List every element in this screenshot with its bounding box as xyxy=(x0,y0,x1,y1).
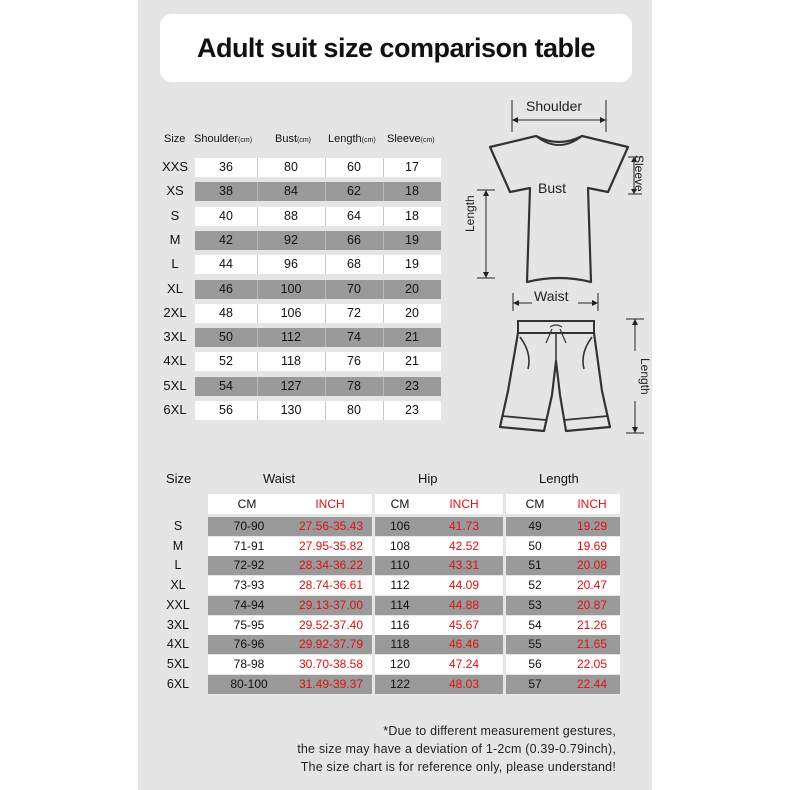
column-divider xyxy=(383,207,384,226)
length-cell: 62 xyxy=(347,184,361,198)
column-divider xyxy=(257,377,258,396)
len-in-cell: 22.44 xyxy=(576,677,608,691)
size-label: M xyxy=(172,539,184,553)
column-divider xyxy=(325,280,326,299)
note-line-1: *Due to different measurement gestures, xyxy=(383,724,616,738)
waist-in-cell: 28.34-36.22 xyxy=(298,558,364,572)
top-header-bust: Bust(cm) xyxy=(275,133,312,145)
table-row xyxy=(208,635,620,654)
table-row xyxy=(208,675,620,694)
size-label: 2XL xyxy=(163,305,187,320)
table-row xyxy=(208,576,620,595)
hip-in-cell: 42.52 xyxy=(448,539,480,553)
hip-cm-label: CM xyxy=(390,497,410,511)
size-label: M xyxy=(169,232,181,247)
bust-cell: 127 xyxy=(280,379,302,393)
waist-cm-cell: 78-98 xyxy=(233,657,265,671)
waist-cm-cell: 80-100 xyxy=(230,677,268,691)
sleeve-cell: 19 xyxy=(405,257,419,271)
note-line-2: the size may have a deviation of 1-2cm (0.39-0.79inch), xyxy=(297,742,616,756)
hip-cm-cell: 114 xyxy=(390,598,410,612)
shoulder-cell: 42 xyxy=(219,233,233,247)
len-cm-cell: 54 xyxy=(528,618,542,632)
bottom-header-hip: Hip xyxy=(418,471,438,486)
hip-cm-cell: 118 xyxy=(390,637,410,651)
len-cm-cell: 53 xyxy=(528,598,542,612)
column-divider xyxy=(325,304,326,323)
top-header-sleeve: Sleeve(cm) xyxy=(387,133,435,145)
table-row xyxy=(195,377,441,396)
column-divider xyxy=(257,352,258,371)
shoulder-cell: 48 xyxy=(219,306,233,320)
hip-in-cell: 45.67 xyxy=(448,618,480,632)
bottom-header-waist: Waist xyxy=(263,471,296,486)
table-row xyxy=(195,255,441,274)
size-label: S xyxy=(173,519,183,533)
len-cm-cell: 55 xyxy=(528,637,542,651)
shoulder-cell: 54 xyxy=(219,379,233,393)
column-divider xyxy=(325,231,326,250)
column-divider xyxy=(257,255,258,274)
waist-label: Waist xyxy=(534,288,569,304)
table-row xyxy=(208,596,620,615)
column-divider xyxy=(383,158,384,177)
shoulder-cell: 38 xyxy=(219,184,233,198)
column-divider xyxy=(383,328,384,347)
column-divider xyxy=(257,182,258,201)
len-in-cell: 21.26 xyxy=(576,618,608,632)
sleeve-cell: 19 xyxy=(405,233,419,247)
len-in-cell: 19.69 xyxy=(576,539,608,553)
bust-cell: 118 xyxy=(281,354,301,368)
shoulder-label: Shoulder xyxy=(526,98,583,114)
shoulder-cell: 52 xyxy=(219,354,233,368)
size-label: 6XL xyxy=(163,402,187,417)
top-header-shoulder: Shoulder(cm) xyxy=(194,133,253,145)
len-in-cell: 21.65 xyxy=(576,637,608,651)
shoulder-cell: 56 xyxy=(219,403,233,417)
column-divider xyxy=(383,255,384,274)
group-divider xyxy=(503,494,506,698)
hip-in-cell: 46.46 xyxy=(448,637,480,651)
bust-cell: 80 xyxy=(284,160,298,174)
size-label: S xyxy=(170,208,180,223)
bust-cell: 92 xyxy=(284,233,298,247)
hip-in-cell: 41.73 xyxy=(448,519,480,533)
shoulder-cell: 44 xyxy=(219,257,233,271)
length-cell: 76 xyxy=(347,354,361,368)
len-in-cell: 19.29 xyxy=(576,519,608,533)
waist-in-cell: 29.52-37.40 xyxy=(298,618,364,632)
size-label: 3XL xyxy=(163,329,187,344)
size-label: 3XL xyxy=(166,618,190,632)
column-divider xyxy=(257,280,258,299)
column-divider xyxy=(383,352,384,371)
waist-in-cell: 29.92-37.79 xyxy=(298,637,364,651)
hip-cm-cell: 116 xyxy=(390,618,410,632)
len-in-cell: 20.87 xyxy=(576,598,608,612)
bottom-header-length: Length xyxy=(539,471,579,486)
waist-in-cell: 31.49-39.37 xyxy=(298,677,364,691)
waist-cm-cell: 70-90 xyxy=(233,519,265,533)
sleeve-cell: 23 xyxy=(405,403,419,417)
column-divider xyxy=(383,182,384,201)
column-divider xyxy=(325,328,326,347)
waist-unit-header xyxy=(208,494,372,514)
length-unit-header xyxy=(506,494,620,514)
len-cm-cell: 51 xyxy=(528,558,542,572)
bottom-header-size: Size xyxy=(166,471,192,486)
length-cell: 64 xyxy=(347,209,361,223)
note-line-3: The size chart is for reference only, please understand! xyxy=(300,760,616,774)
column-divider xyxy=(257,158,258,177)
shoulder-cell: 36 xyxy=(219,160,233,174)
hip-cm-cell: 112 xyxy=(390,578,410,592)
sleeve-cell: 23 xyxy=(405,379,419,393)
table-row xyxy=(195,352,441,371)
hip-cm-cell: 122 xyxy=(389,677,411,691)
table-row xyxy=(195,280,441,299)
hip-in-cell: 44.88 xyxy=(448,598,480,612)
shirt-length-label: Length xyxy=(463,195,477,232)
shorts-diagram xyxy=(480,285,650,445)
len-cm-cell: 50 xyxy=(528,539,542,553)
bust-cell: 84 xyxy=(284,184,298,198)
top-header-size: Size xyxy=(164,133,186,145)
hip-in-cell: 48.03 xyxy=(448,677,480,691)
hip-in-cell: 44.09 xyxy=(448,578,480,592)
hip-inch-label: INCH xyxy=(449,497,479,511)
waist-cm-label: CM xyxy=(237,497,257,511)
table-row xyxy=(195,182,441,201)
size-label: XXS xyxy=(161,159,188,174)
length-cell: 74 xyxy=(347,330,361,344)
hip-cm-cell: 106 xyxy=(389,519,411,533)
waist-cm-cell: 73-93 xyxy=(233,578,265,592)
bust-cell: 88 xyxy=(284,209,298,223)
size-label: XL xyxy=(170,578,186,592)
waist-cm-cell: 76-96 xyxy=(233,637,265,651)
table-row xyxy=(195,207,441,226)
waist-in-cell: 28.74-36.61 xyxy=(298,578,364,592)
waist-cm-cell: 75-95 xyxy=(233,618,265,632)
hip-unit-header xyxy=(375,494,503,514)
column-divider xyxy=(325,255,326,274)
waist-cm-cell: 74-94 xyxy=(233,598,265,612)
size-label: XL xyxy=(167,281,183,296)
table-row xyxy=(195,231,441,250)
shoulder-cell: 46 xyxy=(219,282,233,296)
sleeve-cell: 18 xyxy=(405,209,419,223)
size-label: 4XL xyxy=(166,637,190,651)
waist-cm-cell: 72-92 xyxy=(233,558,265,572)
column-divider xyxy=(325,401,326,420)
column-divider xyxy=(325,182,326,201)
size-label: 5XL xyxy=(166,657,190,671)
waist-in-cell: 27.56-35.43 xyxy=(298,519,364,533)
column-divider xyxy=(257,207,258,226)
table-row xyxy=(195,158,441,177)
sleeve-cell: 20 xyxy=(405,306,419,320)
len-cm-cell: 57 xyxy=(528,677,542,691)
column-divider xyxy=(325,207,326,226)
len-cm-cell: 49 xyxy=(528,519,542,533)
size-label: 4XL xyxy=(163,353,187,368)
table-row xyxy=(195,304,441,323)
len-in-cell: 20.47 xyxy=(576,578,608,592)
bust-cell: 130 xyxy=(280,403,302,417)
size-label: XS xyxy=(166,183,184,198)
title-card xyxy=(160,14,632,82)
hip-cm-cell: 120 xyxy=(389,657,411,671)
table-row xyxy=(195,401,441,420)
length-inch-label: INCH xyxy=(577,497,607,511)
sleeve-cell: 20 xyxy=(405,282,419,296)
sleeve-cell: 17 xyxy=(405,160,419,174)
bust-cell: 112 xyxy=(281,330,301,344)
group-divider xyxy=(372,494,375,698)
column-divider xyxy=(383,401,384,420)
table-row xyxy=(208,616,620,635)
shoulder-cell: 40 xyxy=(219,209,233,223)
page-title: Adult suit size comparison table xyxy=(196,33,596,63)
column-divider xyxy=(383,231,384,250)
length-cell: 78 xyxy=(347,379,361,393)
table-row xyxy=(208,655,620,674)
sleeve-cell: 21 xyxy=(405,330,419,344)
shorts-length-label: Length xyxy=(638,358,652,395)
sleeve-label: Sleeve xyxy=(632,155,646,192)
hip-cm-cell: 110 xyxy=(390,558,410,572)
column-divider xyxy=(383,304,384,323)
hip-cm-cell: 108 xyxy=(389,539,411,553)
table-row xyxy=(208,517,620,536)
length-cm-label: CM xyxy=(525,497,545,511)
waist-in-cell: 30.70-38.58 xyxy=(298,657,364,671)
top-header-length: Length(cm) xyxy=(328,133,376,145)
length-cell: 80 xyxy=(347,403,361,417)
size-label: L xyxy=(171,256,179,271)
waist-inch-label: INCH xyxy=(315,497,345,511)
table-row xyxy=(208,537,620,556)
bust-label: Bust xyxy=(538,180,567,196)
column-divider xyxy=(325,352,326,371)
waist-in-cell: 29.13-37.00 xyxy=(298,598,364,612)
column-divider xyxy=(257,328,258,347)
length-cell: 68 xyxy=(347,257,361,271)
column-divider xyxy=(257,304,258,323)
size-label: L xyxy=(174,558,182,572)
column-divider xyxy=(383,377,384,396)
size-label: XXL xyxy=(166,598,190,612)
length-cell: 66 xyxy=(347,233,361,247)
len-cm-cell: 56 xyxy=(528,657,542,671)
sleeve-cell: 21 xyxy=(405,354,419,368)
length-cell: 70 xyxy=(347,282,361,296)
size-label: 5XL xyxy=(163,378,187,393)
table-row xyxy=(208,556,620,575)
column-divider xyxy=(325,377,326,396)
table-row xyxy=(195,328,441,347)
len-cm-cell: 52 xyxy=(528,578,542,592)
bust-cell: 106 xyxy=(280,306,302,320)
size-label: 6XL xyxy=(166,677,190,691)
sleeve-cell: 18 xyxy=(405,184,419,198)
shoulder-cell: 50 xyxy=(219,330,233,344)
len-in-cell: 20.08 xyxy=(576,558,608,572)
len-in-cell: 22.05 xyxy=(576,657,608,671)
bust-cell: 96 xyxy=(284,257,298,271)
hip-in-cell: 47.24 xyxy=(448,657,480,671)
length-cell: 72 xyxy=(347,306,361,320)
waist-cm-cell: 71-91 xyxy=(233,539,265,553)
column-divider xyxy=(325,158,326,177)
length-cell: 60 xyxy=(347,160,361,174)
hip-in-cell: 43.31 xyxy=(448,558,480,572)
bust-cell: 100 xyxy=(280,282,302,296)
column-divider xyxy=(383,280,384,299)
column-divider xyxy=(257,401,258,420)
waist-in-cell: 27.95-35.82 xyxy=(298,539,364,553)
column-divider xyxy=(257,231,258,250)
